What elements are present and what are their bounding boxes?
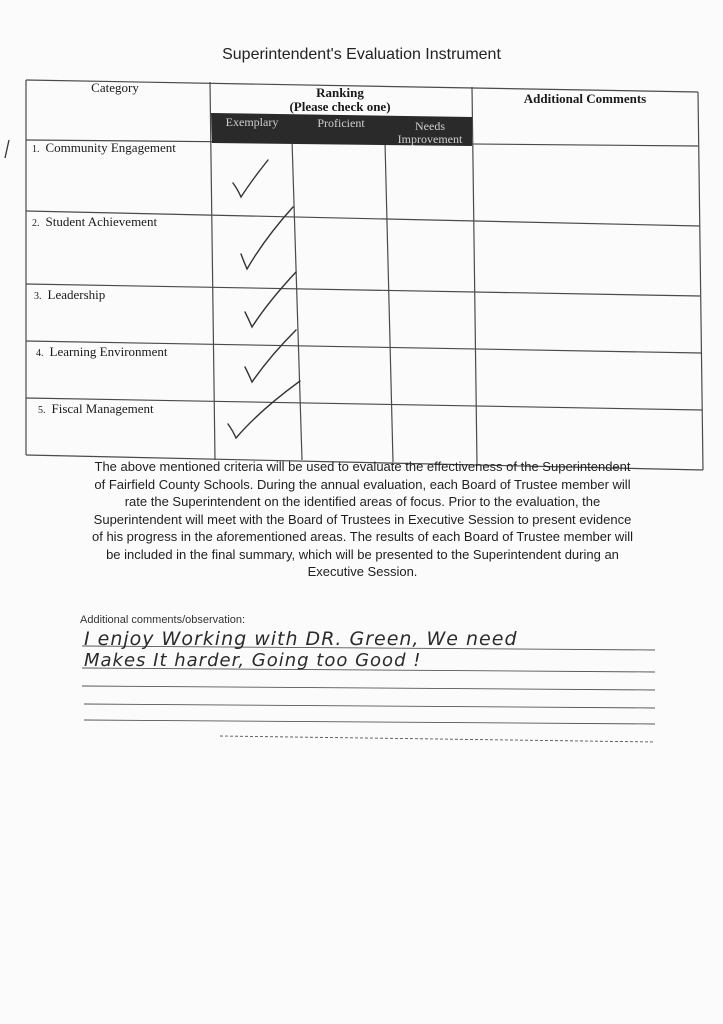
- check-mark-icon: [245, 330, 296, 382]
- rank-level-needs: Needs: [415, 119, 445, 133]
- row-label: Learning Environment: [49, 344, 168, 359]
- rank-level-improvement: Improvement: [397, 132, 463, 146]
- row-number: 4.: [36, 348, 44, 359]
- ranking-header-title: Ranking: [316, 85, 364, 100]
- margin-mark-icon: [2, 138, 12, 160]
- description-line: rate the Superintendent on the identified areas of focus. Prior to the evaluation, the: [124, 494, 601, 509]
- row-label: Leadership: [47, 287, 106, 302]
- check-mark-icon: [233, 160, 268, 197]
- description-line: Superintendent will meet with the Board of Trustees in Executive Session to present evidence: [93, 511, 632, 527]
- check-mark-icon: [241, 207, 293, 269]
- row-number: 1.: [32, 144, 40, 155]
- handwritten-comment-line-2: Makes It harder, Going too Good !: [84, 650, 422, 671]
- rank-level-proficient: Proficient: [317, 116, 365, 130]
- page-title: Superintendent's Evaluation Instrument: [222, 46, 501, 63]
- ranking-header-instruction: (Please check one): [289, 99, 391, 114]
- category-header: Category: [91, 80, 139, 95]
- description-line: of Fairfield County Schools. During the annual evaluation, each Board of Trustee member will: [94, 476, 631, 492]
- row-number: 2.: [32, 218, 40, 229]
- check-marks: [0, 0, 723, 480]
- row-number: 5.: [38, 405, 46, 416]
- description-line: of his progress in the aforementioned areas. The results of each Board of Trustee member will: [92, 529, 633, 544]
- row-number: 3.: [34, 291, 42, 302]
- row-label: Fiscal Management: [51, 401, 154, 416]
- description-line: Executive Session.: [307, 564, 418, 579]
- row-label: Community Engagement: [45, 140, 176, 155]
- evaluation-description: [70, 458, 655, 581]
- check-mark-icon: [245, 272, 296, 327]
- comments-label: Additional comments/observation:: [80, 614, 246, 626]
- description-line: be included in the final summary, which will be presented to the Superintendent during an: [106, 546, 619, 562]
- row-label: Student Achievement: [45, 214, 158, 229]
- handwritten-comment-line-1: I enjoy Working with DR. Green, We need: [84, 628, 518, 650]
- additional-comments-header: Additional Comments: [523, 91, 647, 106]
- description-line: The above mentioned criteria will be used to evaluate the effectiveness of the Superintendent: [94, 459, 631, 474]
- check-mark-icon: [228, 381, 300, 438]
- rank-level-exemplary: Exemplary: [225, 115, 279, 129]
